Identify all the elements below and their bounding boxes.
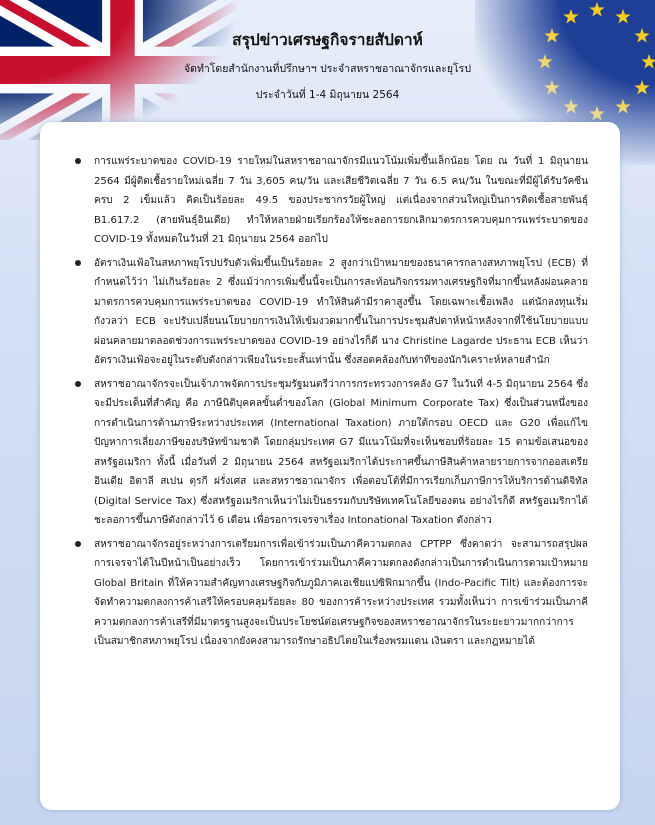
page-subtitle: จัดทำโดยสำนักงานที่ปรึกษาฯ ประจำสหราชอาณาจักรและยุโรป <box>184 63 471 75</box>
news-item <box>72 535 588 652</box>
news-item <box>72 152 588 250</box>
report-date: ประจำวันที่ 1-4 มิถุนายน 2564 <box>255 89 400 101</box>
page-header <box>0 30 655 102</box>
news-list <box>72 152 588 656</box>
bullet-icon <box>75 541 81 547</box>
page-title: สรุปข่าวเศรษฐกิจรายสัปดาห์ <box>232 31 423 49</box>
bullet-icon <box>75 158 81 164</box>
news-item-text: สหราชอาณาจักรจะเป็นเจ้าภาพจัดการประชุมรัฐมนตรีว่าการกระทรวงการคลัง G7 ในวันที่ 4-5 มิถุนายน 2564 ซึ่งจะมีประเด็นที่สำคัญ คือ ภาษีนิติบุคคลขั้นต่ำของโลก (Global Minimum Corporate Tax) ซึ่งเป็นส่วนหนึ่งของการดำเนินการด้านภาษีระหว่างประเทศ (International Taxation) ภายใต้กรอบ OECD และ G20 เพื่อแก้ไขปัญหาการเลี่ยงภาษีของบริษัทข้ามชาติ โดยกลุ่มประเทศ G7 มีแนวโน้มที่จะเห็นชอบที่ร้อยละ 15 ตามข้อเสนอของสหรัฐอเมริกา ทั้งนี้ เมื่อวันที่ 2 มิถุนายน 2564 สหรัฐอเมริกาได้ประกาศขึ้นภาษีสินค้าหลายรายการจากออสเตรีย อินเดีย อิตาลี สเปน ตุรกี ฝรั่งเศส และสหราชอาณาจักร เพื่อตอบโต้ที่มีการเรียกเก็บภาษีการให้บริการด้านดิจิทัล (Digital Service Tax) ซึ่งสหรัฐอเมริกาเห็นว่าไม่เป็นธรรมกับบริษัทเทคโนโลยีของตน อย่างไรก็ดี สหรัฐอเมริกาได้ชะลอการขึ้นภาษีดังกล่าวไว้ 6 เดือน เพื่อรอการเจรจาเรื่อง Intonational Taxation ดังกล่าว <box>94 378 588 526</box>
news-item-text: อัตราเงินเฟ้อในสหภาพยุโรปปรับตัวเพิ่มขึ้นเป็นร้อยละ 2 สูงกว่าเป้าหมายของธนาคารกลางสหภาพยุโรป (ECB) ที่กำหนดไว้ว่า ไม่เกินร้อยละ 2 ซึ่งแม้ว่าการเพิ่มขึ้นนี้จะเป็นการสะท้อนกิจกรรมทางเศรษฐกิจที่มากขึ้นหลังผ่อนคลายมาตรการควบคุมการแพร่ระบาดของ COVID-19 ทำให้สินค้ามีราคาสูงขึ้น โดยเฉพาะเชื้อเพลิง แต่นักลงทุนเริ่มกังวลว่า ECB จะปรับเปลี่ยนนโยบายการเงินให้เข้มงวดมากขึ้นในการประชุมสัปดาห์หน้าหลังจากที่ใช้นโยบายแบบผ่อนคลายมาตลอดช่วงการแพร่ระบาดของ COVID-19 อย่างไรก็ดี นาง Christine Lagarde ประธาน ECB เห็นว่า อัตราเงินเฟ้อจะอยู่ในระดับดังกล่าวเพียงในระยะสั้นเท่านั้น ซึ่งสอดคล้องกับท่าทีของนักวิเคราะห์หลายสำนัก <box>94 257 588 366</box>
bullet-icon <box>75 260 81 266</box>
news-item <box>72 375 588 531</box>
news-item <box>72 254 588 371</box>
bullet-icon <box>75 381 81 387</box>
news-item-text: สหราชอาณาจักรอยู่ระหว่างการเตรียมการเพื่อเข้าร่วมเป็นภาคีความตกลง CPTPP ซึ่งคาดว่า จะสามารถสรุปผลการเจรจาได้ในปีหน้าเป็นอย่างเร็ว โดยการเข้าร่วมเป็นภาคีความตกลงดังกล่าวเป็นการดำเนินการตามเป้าหมาย Global Britain ที่ให้ความสำคัญทางเศรษฐกิจกับภูมิภาคเอเชียแปซิฟิกมากขึ้น (Indo-Pacific Tilt) และต้องการจะจัดทำความตกลงการค้าเสรีให้ครอบคลุมร้อยละ 80 ของการค้าระหว่างประเทศ รวมทั้งเห็นว่า การเข้าร่วมเป็นภาคีความตกลงการค้าเสรีที่มีมาตรฐานสูงจะเป็นประโยชน์ต่อเศรษฐกิจของสหราชอาณาจักรในระยะยาวมากกว่าการเป็นสมาชิกสหภาพยุโรป เนื่องจากยังคงสามารถรักษาอธิปไตยในเรื่องพรมแดน เงินตรา และกฎหมายได้ <box>94 538 588 647</box>
news-item-text: การแพร่ระบาดของ COVID-19 รายใหม่ในสหราชอาณาจักรมีแนวโน้มเพิ่มขึ้นเล็กน้อย โดย ณ วันที่ 1 มิถุนายน 2564 มีผู้ติดเชื้อรายใหม่เฉลี่ย 7 วัน 3,605 คน/วัน และเสียชีวิตเฉลี่ย 7 วัน 6.5 คน/วัน ในขณะที่มีผู้ได้รับวัคซีนครบ 2 เข็มแล้ว คิดเป็นร้อยละ 49.5 ของประชากรวัยผู้ใหญ่ แต่เนื่องจากส่วนใหญ่เป็นการติดเชื้อสายพันธุ์ B1.617.2 (สายพันธุ์อินเดีย) ทำให้หลายฝ่ายเรียกร้องให้ชะลอการยกเลิกมาตรการควบคุมการแพร่ระบาดของ COVID-19 ทั้งหมดในวันที่ 21 มิถุนายน 2564 ออกไป <box>94 156 588 245</box>
